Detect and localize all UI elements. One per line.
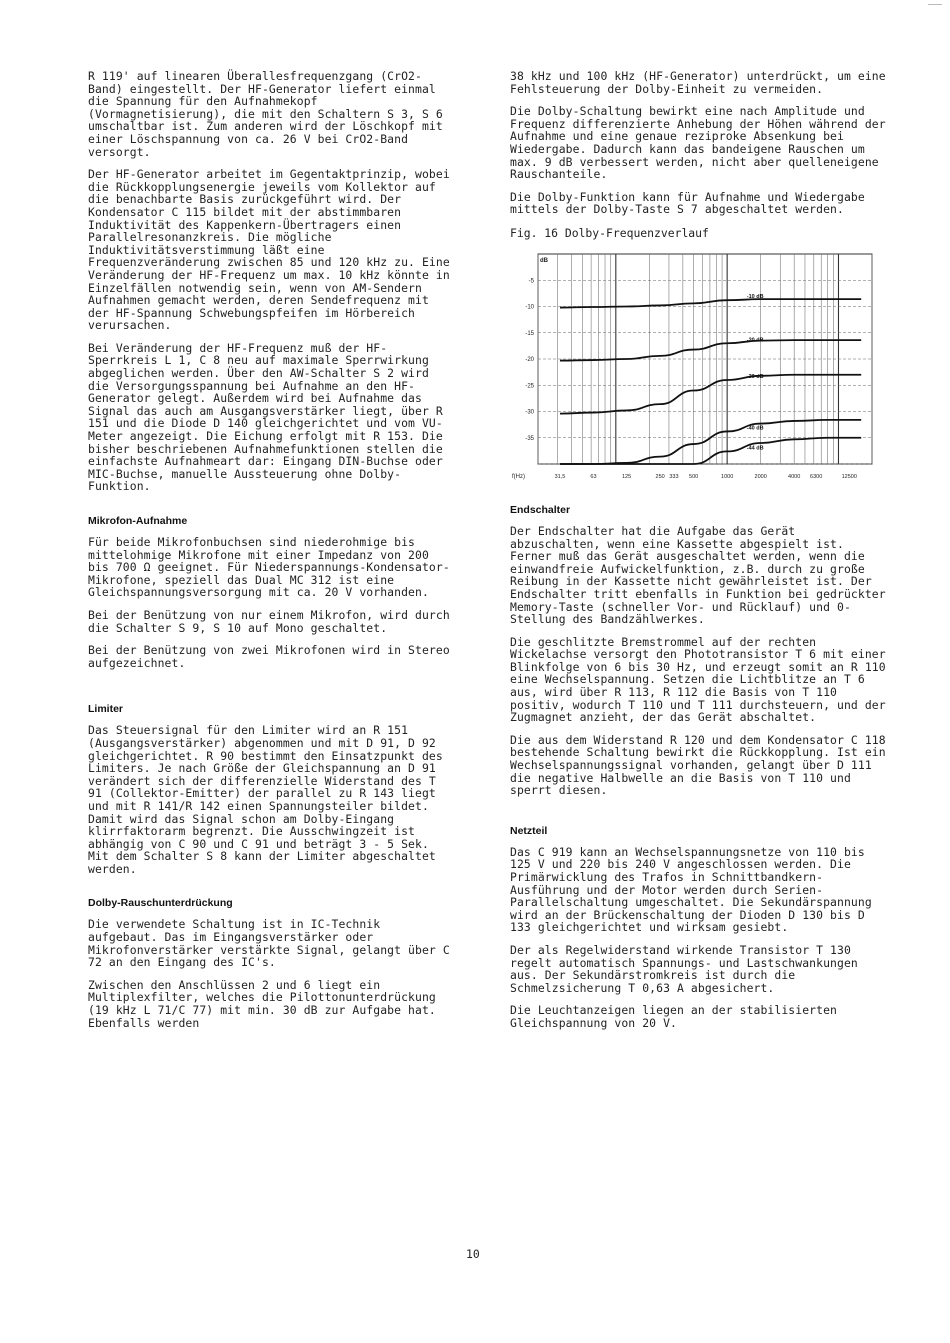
left-column: [88, 70, 456, 1039]
x-tick-label: 333: [669, 473, 679, 480]
x-tick-label: 12500: [841, 473, 857, 480]
page-number: 10: [466, 1247, 480, 1261]
y-tick-label: -25: [525, 383, 534, 390]
x-axis-unit: f(Hz): [512, 473, 525, 480]
x-tick-label: 2000: [754, 473, 767, 480]
curve-label: -20 dB: [746, 337, 764, 344]
y-tick-label: -30: [525, 409, 534, 416]
paragraph: Bei der Benützung von zwei Mikrofonen wird in Stereo aufgezeichnet.: [88, 643, 450, 670]
y-tick-label: -5: [528, 278, 534, 285]
paragraph: R 119' auf linearen Überallesfrequenzgang (CrO2-Band) eingestellt. Der HF-Generator liefert einmal die Spannung für den Aufnahmekopf (Vormagnetisierung), die mit den Schaltern S 3, S 6 umschaltbar ist. Zum anderen wird der Löschkopf mit einer Löschspannung von ca. 26 V bei CrO2-Band versorgt.: [88, 69, 443, 159]
paragraph: Für beide Mikrofonbuchsen sind niederohmige bis mittelohmige Mikrofone mit einer Impedanz von 200 bis 700 Ω geeignet. Für Niederspannungs-Kondensator-Mikrofone, speziell das Dual MC 312 ist eine Gleichspannungsversorgung mit ca. 20 V vorhanden.: [88, 535, 450, 600]
paragraph: Die Dolby-Schaltung bewirkt eine nach Amplitude und Frequenz differenzierte Anhebung der Höhen während der Aufnahme und eine genaue reziproke Absenkung bei Wiedergabe. Dadurch kann das bandeigene Rauschen um max. 9 dB verbessert werden, nicht aber quelleneigene Rauschanteile.: [510, 104, 886, 182]
paragraph: Bei Veränderung der HF-Frequenz muß der HF-Sperrkreis L 1, C 8 neu auf maximale Sperrwirkung abgeglichen werden. Über den AW-Schalter S 2 wird die Versorgungsspannung bei Aufnahme an den HF-Generator gelegt. Außerdem wird bei Aufnahme das Signal das auch am Ausgangsverstärker liegt, über R 151 und die Diode D 140 gleichgerichtet und vom VU-Meter angezeigt. Die Eichung erfolgt mit R 153. Die bisher beschriebenen Aufnahmefunktionen stellen die einfachste Aufnahmeart dar: Eingang DIN-Buchse oder MIC-Buchse, manuelle Aussteuerung ohne Dolby-Funktion.: [88, 340, 443, 494]
y-tick-label: -35: [525, 435, 534, 442]
section-heading-dolby: Dolby-Rauschunterdrückung: [88, 897, 233, 910]
y-tick-label: -10: [525, 304, 534, 311]
x-tick-label: 31,5: [554, 473, 566, 480]
x-tick-label: 250: [655, 473, 665, 480]
y-tick-label: -15: [525, 330, 534, 337]
dolby-frequency-chart: [510, 246, 880, 486]
paragraph: Die verwendete Schaltung ist in IC-Technik aufgebaut. Das im Eingangsverstärker oder Mikrofonverstärker verstärkte Signal, gelangt über C 72 an den Eingang des IC's.: [88, 917, 450, 970]
x-tick-label: 500: [689, 473, 699, 480]
curve-label: -30 dB: [746, 373, 764, 380]
section-heading-mikrofon: Mikrofon-Aufnahme: [88, 515, 188, 527]
x-tick-label: 125: [622, 473, 632, 480]
section-heading-limiter: Limiter: [88, 703, 124, 716]
right-column: [510, 70, 892, 1040]
curve-label: -44 dB: [746, 445, 764, 452]
x-tick-label: 4000: [788, 473, 801, 480]
y-axis-unit: dB: [540, 257, 548, 264]
section-heading-netzteil: Netzteil: [510, 824, 548, 837]
paragraph: Bei der Benützung von nur einem Mikrofon, wird durch die Schalter S 9, S 10 auf Mono geschaltet.: [88, 607, 450, 635]
figure-caption: Fig. 16 Dolby-Frequenzverlauf: [510, 225, 709, 240]
x-tick-label: 63: [590, 473, 597, 480]
paragraph: Die Leuchtanzeigen liegen an der stabilisierten Gleichspannung von 20 V.: [510, 1003, 838, 1030]
paragraph: Das Steuersignal für den Limiter wird an R 151 (Ausgangsverstärker) abgenommen und mit D 91, D 92 gleichgerichtet. R 90 bestimmt den Einsatzpunkt des Limiters. Je nach Größe der Gleichspannung an D 91 verändert sich der differenzielle Widerstand des T 91 (Collektor-Emitter) der parallel zu R 143 liegt und mit R 141/R 142 einen Spannungsteiler bildet. Damit wird das Signal schon am Dolby-Eingang klirrfaktorarm begrenzt. Die Ausschwingzeit ist abhängig von C 90 und C 91 und beträgt 3 - 5 Sek. Mit dem Schalter S 8 kann der Limiter abgeschaltet werden.: [88, 723, 443, 876]
scan-corner-mark: [928, 4, 942, 5]
paragraph: 38 kHz und 100 kHz (HF-Generator) unterdrückt, um eine Fehlsteuerung der Dolby-Einheit zu vermeiden.: [510, 69, 886, 96]
y-tick-label: -20: [525, 356, 534, 363]
paragraph: Das C 919 kann an Wechselspannungsnetze von 110 bis 125 V und 220 bis 240 V angeschlossen werden. Die Primärwicklung des Trafos in Schnittbandkern-Ausführung und der Motor werden durch Serien-Parallelschaltung umgeschaltet. Die Sekundärspannung wird an der Brückenschaltung der Dioden D 130 bis D 133 gleichgerichtet und wirksam gesiebt.: [510, 844, 872, 935]
paragraph: Der HF-Generator arbeitet im Gegentaktprinzip, wobei die Rückkopplungsenergie jeweils vom Kollektor auf die benachbarte Basis zurückgeführt wird. Der Kondensator C 115 bildet mit der abstimmbaren Induktivität des Kappenkern-Übertragers einen Parallelresonanzkreis. Die mögliche Induktivitätsverstimmung läßt eine Frequenzveränderung zwischen 85 und 120 kHz zu. Eine Veränderung der HF-Frequenz um max. 10 kHz könnte in Einzelfällen notwendig sein, wenn von AM-Sendern Aufnahmen gemacht werden, deren Sendefrequenz mit der HF-Spannung Schwebungspfeifen im Hörbereich verursachen.: [88, 167, 450, 333]
x-tick-label: 1000: [721, 473, 734, 480]
paragraph: Der Endschalter hat die Aufgabe das Gerät abzuschalten, wenn eine Kassette abgespielt ist. Ferner muß das Gerät ausgeschaltet werden, wenn die einwandfreie Aufwickelfunktion, z.B. durch zu große Reibung in der Kassette nicht gewährleistet ist. Der Endschalter tritt ebenfalls in Funktion bei gedrückter Memory-Taste (schneller Vor- und Rücklauf) und 0-Stellung des Bandzählwerkes.: [510, 523, 886, 627]
paragraph: Der als Regelwiderstand wirkende Transistor T 130 regelt automatisch Spannungs- und Lastschwankungen aus. Der Sekundärstromkreis ist durch die Schmelzsicherung T 0,63 A abgesichert.: [510, 942, 858, 995]
curve-label: -40 dB: [746, 425, 764, 432]
paragraph: Die aus dem Widerstand R 120 und dem Kondensator C 118 bestehende Schaltung bewirkt die Rückkopplung. Ist ein Wechselspannungssignal vorhanden, gelangt über D 111 die negative Halbwelle an die Basis von T 110 und sperrt diesen.: [510, 732, 886, 798]
paragraph: Die geschlitzte Bremstrommel auf der rechten Wickelachse versorgt den Phototransistor T 6 mit einer Blinkfolge von 6 bis 30 Hz, und erzeugt somit an R 110 eine Wechselspannung. Setzen die Lichtblitze an T 6 aus, wird über R 113, R 112 die Basis von T 110 positiv, wodurch T 110 und T 111 durchsteuern, und der Zugmagnet anzieht, der das Gerät abschaltet.: [510, 634, 886, 725]
section-heading-endschalter: Endschalter: [510, 503, 571, 516]
curve-label: -10 dB: [746, 294, 764, 301]
paragraph: Zwischen den Anschlüssen 2 und 6 liegt ein Multiplexfilter, welches die Pilottonunterdrückung (19 kHz L 71/C 77) mit min. 30 dB zur Aufgabe hat. Ebenfalls werden: [88, 977, 436, 1030]
paragraph: Die Dolby-Funktion kann für Aufnahme und Wiedergabe mittels der Dolby-Taste S 7 abgeschaltet werden.: [510, 189, 865, 217]
x-tick-label: 6300: [810, 473, 823, 480]
